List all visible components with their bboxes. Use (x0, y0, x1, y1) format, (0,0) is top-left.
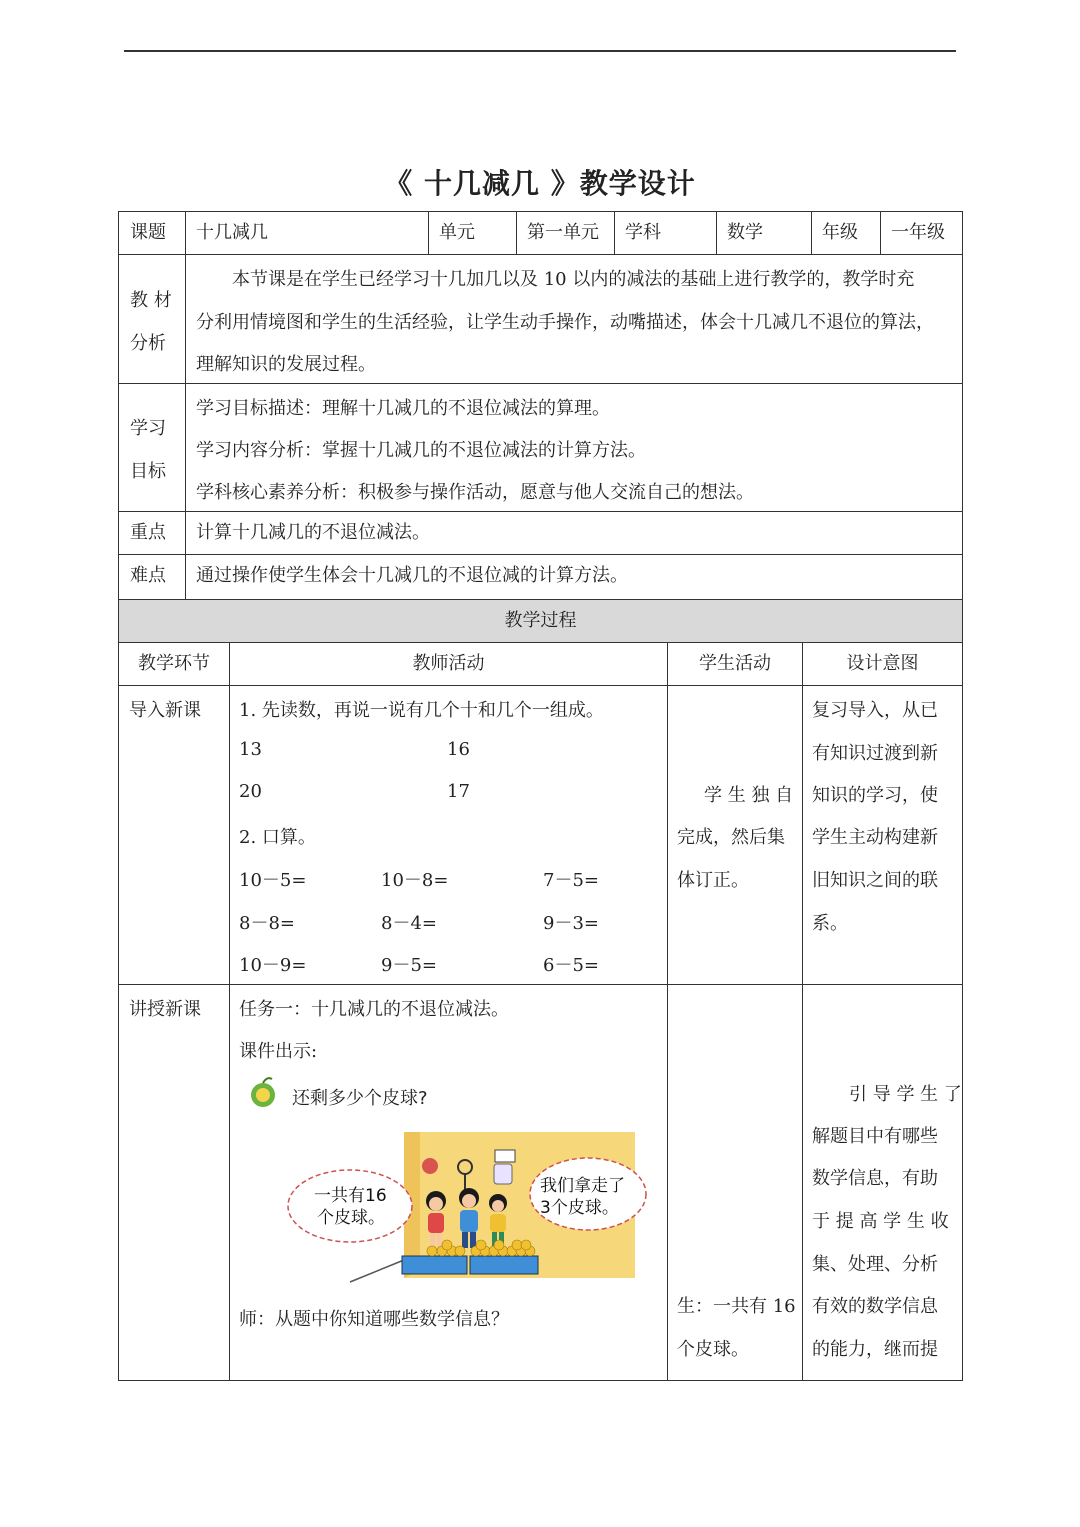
illustration-caption: 还剩多少个皮球? (292, 1088, 428, 1109)
course-value: 十几减几 (185, 211, 429, 255)
teach-intent-line: 的能力，继而提 (812, 1339, 938, 1360)
course-label: 课题 (118, 211, 186, 255)
analysis-label-cell (118, 254, 186, 384)
calc-item: 10－8= (381, 870, 449, 891)
objective-line-3: 学科核心素养分析：积极参与操作活动，愿意与他人交流自己的想法。 (196, 482, 754, 503)
intro-number: 13 (239, 739, 262, 760)
courseware-label: 课件出示: (239, 1041, 318, 1062)
speech-bubble-left (288, 1170, 412, 1242)
intro-number: 16 (447, 739, 470, 760)
intro-task-1: 1. 先读数，再说一说有几个十和几个一组成。 (239, 700, 604, 721)
teach-intent-line: 有效的数学信息 (812, 1296, 938, 1317)
header-teacher: 教师活动 (229, 642, 668, 686)
key-point-label: 重点 (118, 511, 186, 555)
bubble-left-line: 个皮球。 (317, 1208, 385, 1228)
teach-stage-cell (118, 984, 230, 1381)
intro-task-2: 2. 口算。 (239, 827, 316, 848)
calc-item: 10－9= (239, 955, 307, 976)
intro-number: 17 (447, 781, 470, 802)
header-student: 学生活动 (667, 642, 803, 686)
intro-intent-line: 旧知识之间的联 (812, 870, 938, 891)
teach-student-line: 生：一共有 16 (677, 1296, 796, 1317)
intro-student-line: 完成，然后集 (677, 827, 785, 848)
apple-marker-icon (251, 1078, 275, 1107)
header-intent: 设计意图 (802, 642, 963, 686)
objective-line-2: 学习内容分析：掌握十几减几的不退位减法的计算方法。 (196, 440, 646, 461)
subject-label: 学科 (614, 211, 717, 255)
teach-task: 任务一：十几减几的不退位减法。 (239, 999, 509, 1020)
calc-item: 8－4= (381, 913, 437, 934)
objectives-label-cell (118, 383, 186, 512)
intro-number: 20 (239, 781, 262, 802)
intro-intent-line: 知识的学习，使 (812, 785, 938, 806)
intro-intent-line: 系。 (812, 913, 848, 934)
calc-item: 10－5= (239, 870, 307, 891)
calc-item: 6－5= (543, 955, 599, 976)
teach-student-line: 个皮球。 (677, 1339, 749, 1360)
subject-value: 数学 (716, 211, 812, 255)
intro-student-line: 体订正。 (677, 870, 749, 891)
objectives-label-1: 学习 (130, 418, 166, 439)
analysis-label-1: 教 材 (130, 290, 172, 311)
difficulty-label: 难点 (118, 554, 186, 600)
analysis-line-2: 分利用情境图和学生的生活经验，让学生动手操作，动嘴描述，体会十几减几不退位的算法， (196, 312, 934, 333)
speech-bubble-right (530, 1158, 646, 1230)
document-title: 《 十几减几 》教学设计 (384, 167, 696, 200)
unit-label: 单元 (428, 211, 517, 255)
analysis-label-2: 分析 (130, 333, 166, 354)
teacher-question: 师：从题中你知道哪些数学信息？ (239, 1309, 509, 1330)
teach-intent-line: 集、处理、分析 (812, 1254, 938, 1275)
grade-label: 年级 (811, 211, 881, 255)
header-stage: 教学环节 (118, 642, 230, 686)
calc-item: 9－5= (381, 955, 437, 976)
process-heading: 教学过程 (118, 599, 963, 643)
intro-stage: 导入新课 (129, 700, 201, 721)
intro-stage-cell (118, 685, 230, 985)
bubble-right-line: 3个皮球。 (540, 1198, 619, 1218)
header-rule (124, 50, 956, 52)
teach-student-cell (667, 984, 803, 1381)
teach-stage: 讲授新课 (129, 999, 201, 1020)
intro-intent-line: 复习导入，从已 (812, 700, 938, 721)
analysis-line-3: 理解知识的发展过程。 (196, 354, 376, 375)
analysis-line-1: 本节课是在学生已经学习十几加几以及 10 以内的减法的基础上进行教学的，教学时充 (232, 269, 915, 290)
bubble-right-line: 我们拿走了 (540, 1176, 625, 1196)
calc-item: 8－8= (239, 913, 295, 934)
calc-item: 7－5= (543, 870, 599, 891)
calc-item: 9－3= (543, 913, 599, 934)
unit-value: 第一单元 (516, 211, 615, 255)
teach-intent-line: 引 导 学 生 了 (849, 1084, 962, 1105)
bubble-left-line: 一共有16 (314, 1186, 387, 1206)
objective-line-1: 学习目标描述：理解十几减几的不退位减法的算理。 (196, 398, 610, 419)
key-point-text: 计算十几减几的不退位减法。 (185, 511, 963, 555)
teach-intent-line: 解题目中有哪些 (812, 1126, 938, 1147)
teach-intent-line: 于 提 高 学 生 收 (812, 1211, 949, 1232)
teach-intent-line: 数学信息，有助 (812, 1168, 938, 1189)
children (426, 1188, 507, 1248)
intro-student-line: 学 生 独 自 (704, 785, 794, 806)
intro-intent-line: 学生主动构建新 (812, 827, 938, 848)
intro-intent-line: 有知识过渡到新 (812, 743, 938, 764)
objectives-label-2: 目标 (130, 461, 166, 482)
difficulty-text: 通过操作使学生体会十几减几的不退位减的计算方法。 (185, 554, 963, 600)
grade-value: 一年级 (880, 211, 963, 255)
